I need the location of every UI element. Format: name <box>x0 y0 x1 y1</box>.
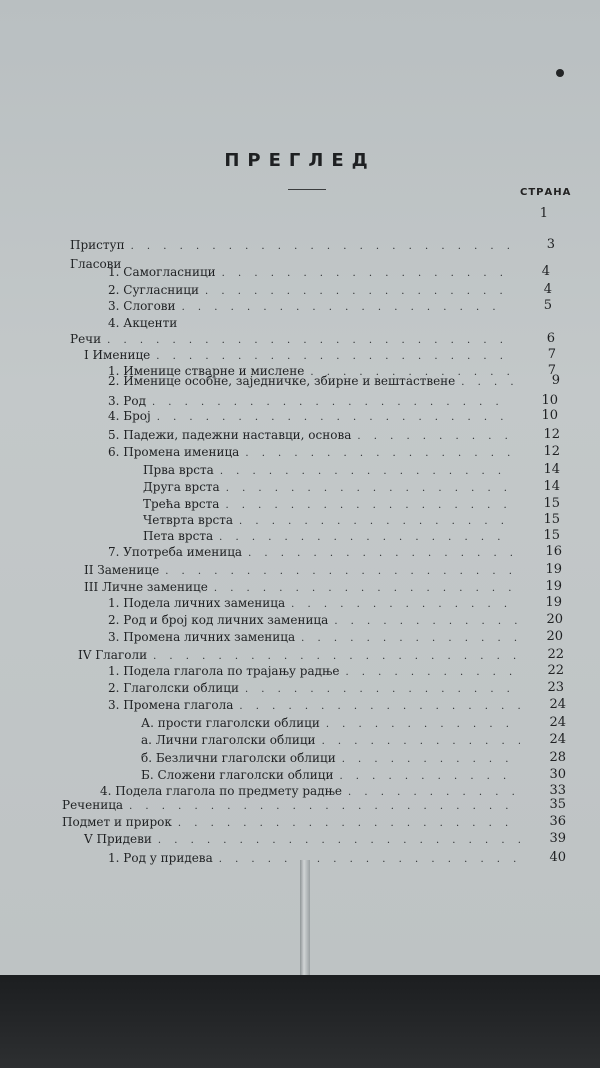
toc-entry-label: 1. Подела глагола по трајању радње <box>108 664 340 678</box>
toc-entry-label: б. Безлични глаголски облици <box>141 751 336 765</box>
toc-entry-page-number: 10 <box>541 393 558 408</box>
toc-entry-page-number: 6 <box>546 331 555 346</box>
toc-entry-page-number: 16 <box>545 544 562 559</box>
toc-entry <box>84 205 548 223</box>
toc-entry-label: 2. Сугласници <box>108 283 200 297</box>
toc-entry-page-number: 23 <box>547 680 564 695</box>
toc-entry-page-number: 24 <box>549 715 566 730</box>
toc-entry <box>108 297 552 315</box>
toc-entry-page-number: 15 <box>543 512 560 527</box>
toc-entry <box>108 443 560 461</box>
toc-entry-label: 6. Промена именица <box>108 445 240 459</box>
toc-entry-label: Трећа врста <box>143 497 220 511</box>
toc-entry-label: I Именице <box>84 348 151 362</box>
toc-entry-label: Гласови <box>70 257 122 271</box>
toc-entry-label: 1. Род у придева <box>108 851 213 865</box>
toc-entry-label: а. Лични глаголски облици <box>141 733 316 747</box>
toc-entry-page-number: 4 <box>543 282 552 297</box>
toc-entry-label: IV Глаголи <box>78 648 148 662</box>
toc-entry-page-number: 3 <box>546 237 555 252</box>
toc-entry-page-number: 36 <box>549 814 566 829</box>
toc-entry-label: Пета врста <box>143 529 214 543</box>
toc-entry-page-number: 20 <box>546 629 563 644</box>
toc-entry-label: 2. Род и број код личних заменица <box>108 613 329 627</box>
toc-entry-label: II Заменице <box>84 563 160 577</box>
toc-entry-page-number: 10 <box>541 408 558 423</box>
toc-entry <box>108 372 560 390</box>
toc-entry-page-number: 9 <box>551 373 560 388</box>
toc-entry-page-number: 12 <box>543 427 560 442</box>
toc-entry-label: Б. Сложени глаголски облици <box>141 768 334 782</box>
toc-entry-label: 1. Именице стварне и мислене <box>108 364 305 378</box>
toc-leader-dots <box>461 374 514 392</box>
toc-entry <box>62 813 566 831</box>
toc-entry-page-number: 15 <box>543 496 560 511</box>
toc-entry-page-number: 40 <box>549 850 566 865</box>
toc-entry <box>108 679 564 697</box>
toc-entry-page-number: 12 <box>543 444 560 459</box>
toc-entry <box>141 714 566 732</box>
toc-entry <box>84 561 562 579</box>
toc-entry <box>84 830 566 848</box>
toc-entry-label: 1. Самогласници <box>108 265 216 279</box>
toc-entry <box>108 662 564 680</box>
toc-entry-page-number: 5 <box>543 298 552 313</box>
toc-entry-page-number: 22 <box>547 647 564 662</box>
toc-entry-page-number: 14 <box>543 479 560 494</box>
toc-entry-page-number: 7 <box>547 347 556 362</box>
toc-entry-page-number: 39 <box>549 831 566 846</box>
toc-entry-page-number: 19 <box>545 579 562 594</box>
toc-entry <box>108 426 560 444</box>
page-title: ПРЕГЛЕД <box>224 150 376 171</box>
toc-entry-page-number: 20 <box>546 612 563 627</box>
toc-entry-page-number: 1 <box>539 206 548 221</box>
toc-entry-label: 2. Именице особне, заједничке, збирне и вештаствене <box>108 374 456 388</box>
toc-entry-label: Четврта врста <box>143 513 234 527</box>
toc-entry-label: 3. Промена глагола <box>108 698 234 712</box>
toc-entry-label: Речи <box>70 332 102 346</box>
toc-entry-label: 2. Глаголски облици <box>108 681 239 695</box>
toc-entry <box>108 849 566 867</box>
toc-entry <box>70 236 555 254</box>
toc-entry <box>108 611 563 629</box>
toc-leader-dots <box>131 238 509 256</box>
page-column-header: СТРАНА <box>520 187 572 198</box>
toc-entry-label: 4. Акценти <box>108 316 178 330</box>
toc-entry <box>108 594 562 612</box>
toc-entry-page-number: 35 <box>549 797 566 812</box>
toc-entry-page-number: 33 <box>549 783 566 798</box>
toc-entry-page-number: 15 <box>543 528 560 543</box>
toc-entry-label: 3. Слогови <box>108 299 176 313</box>
toc-entry-page-number: 24 <box>549 697 566 712</box>
toc-entry <box>141 749 566 767</box>
toc-entry-label: 5. Падежи, падежни наставци, основа <box>108 428 352 442</box>
toc-leader-dots <box>157 409 512 427</box>
toc-entry-page-number: 14 <box>543 462 560 477</box>
toc-entry <box>108 263 550 281</box>
toc-entry-label: 3. Род <box>108 394 146 408</box>
toc-entry-page-number: 22 <box>547 663 564 678</box>
toc-entry-label: 7. Употреба именица <box>108 545 243 559</box>
toc-entry-label: V Придеви <box>84 832 152 846</box>
toc-entry-page-number: 19 <box>545 562 562 577</box>
toc-entry-label: III Личне заменице <box>84 580 208 594</box>
toc-entry <box>108 696 566 714</box>
toc-entry-label: Приступ <box>70 238 125 252</box>
toc-entry-label: 4. Број <box>108 409 151 423</box>
toc-entry-page-number: 19 <box>545 595 562 610</box>
toc-entry-page-number: 30 <box>549 767 566 782</box>
toc-entry-label: 1. Подела личних заменица <box>108 596 286 610</box>
toc-entry-page-number: 28 <box>549 750 566 765</box>
toc-entry <box>143 461 560 479</box>
toc-entry <box>141 731 566 749</box>
toc-entry-label: 3. Промена личних заменица <box>108 630 296 644</box>
toc-entry-label: Подмет и прирок <box>62 815 172 829</box>
background-surface <box>0 975 600 1068</box>
toc-entry <box>143 478 560 496</box>
toc-entry <box>108 543 562 561</box>
toc-entry-page-number: 24 <box>549 732 566 747</box>
toc-entry-label: Друга врста <box>143 480 220 494</box>
toc-entry-page-number: 7 <box>547 363 556 378</box>
paper-tear <box>300 860 310 975</box>
toc-leader-dots <box>158 832 520 850</box>
toc-entry-label: Реченица <box>62 798 124 812</box>
toc-leader-dots <box>219 851 520 869</box>
toc-entry <box>108 407 558 425</box>
toc-entry-label: А. прости глаголски облици <box>141 716 320 730</box>
toc-entry-label: 4. Подела глагола по предмету радње <box>100 784 343 798</box>
toc-entry <box>108 628 563 646</box>
toc-entry-page-number: 4 <box>541 264 550 279</box>
toc-entry <box>62 796 566 814</box>
toc-entry-label: Прва врста <box>143 463 214 477</box>
